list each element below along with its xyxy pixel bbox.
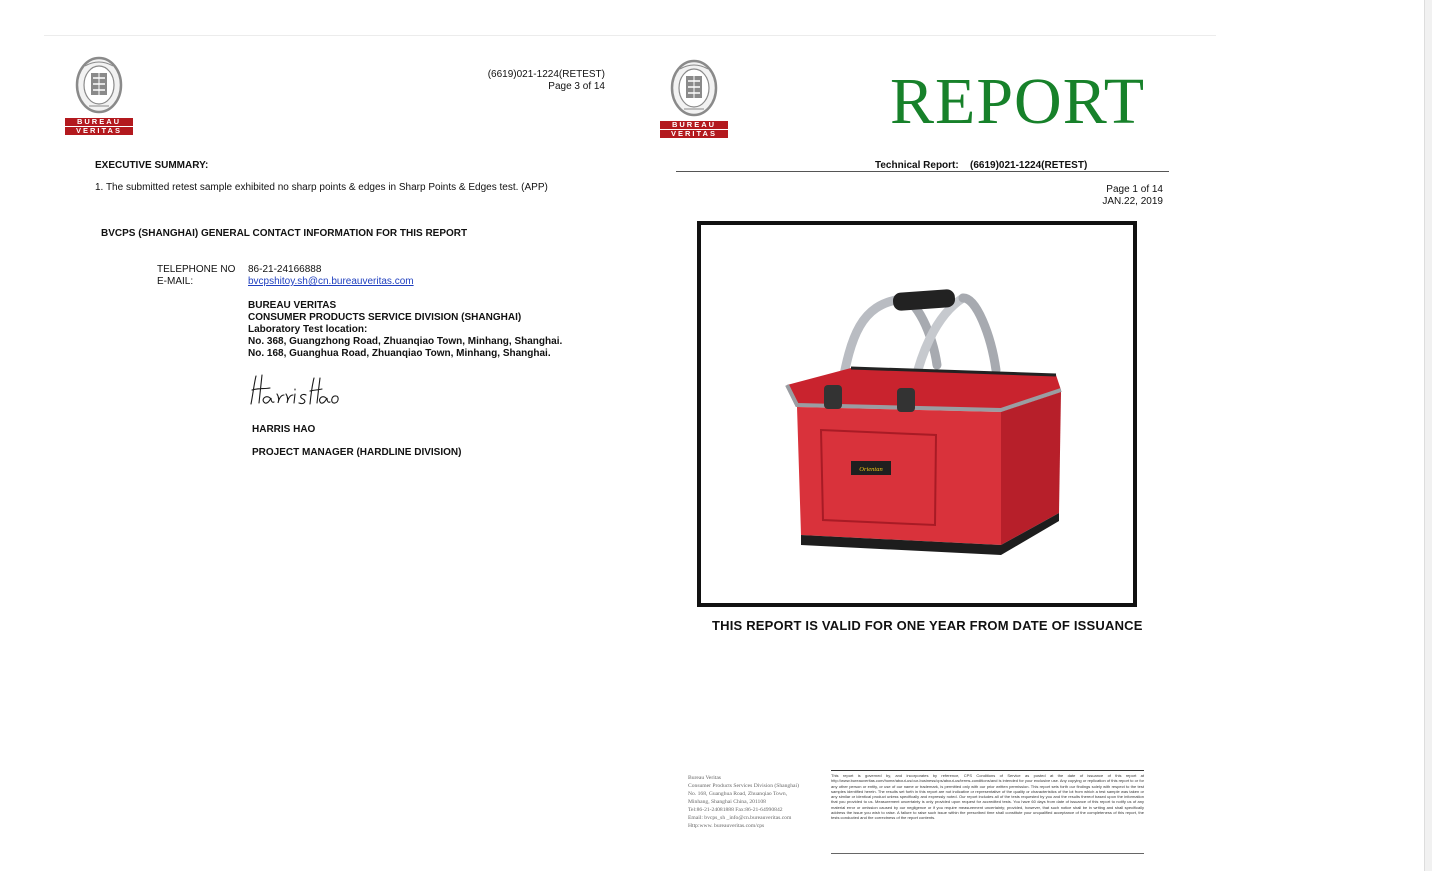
footer-address-line: Tel:86-21-24081888 Fax:86-21-64990842 (688, 807, 783, 813)
logo-band-bureau: BUREAU (65, 118, 133, 126)
logo-band-veritas: VERITAS (660, 130, 728, 138)
footer-address (688, 774, 833, 830)
signer-title: PROJECT MANAGER (HARDLINE DIVISION) (252, 447, 462, 458)
bureau-veritas-logo (65, 56, 135, 140)
footer-address-line: Bureau Veritas (688, 775, 721, 781)
signer-name: HARRIS HAO (252, 424, 316, 435)
email-label: E-MAIL: (157, 276, 194, 287)
bureau-veritas-seal-icon (75, 56, 123, 114)
bureau-veritas-logo (660, 59, 730, 143)
logo-band-veritas: VERITAS (65, 127, 133, 135)
telephone-label: TELEPHONE NO (157, 264, 236, 275)
terms-text: This report is governed by, and incorporates by reference, CPS Conditions of Service as posted at the date of issuance of this report at http://www.bureauveritas.com/home/about-us/our-business/cps/about-us/terms-conditions/and is intended for your exclusive use. Any copying or replication of this report to or for any other person or entity, or use of our name or trademark, is permitted only with our prior written permission. This report sets forth our findings solely with respect to the test samples identified herein. The results set forth in this report are not indicative or representative of the quality or characteristics of the lot from which a test sample was taken or any similar or identical product unless specifically and expressly noted. Our report includes all of the tests requested by you and the results thereof based upon the information that you provided to us. Measurement uncertainty is only provided upon request for accredited tests. You have 60 days from date of issuance of this report to notify us of any material error or omission caused by our negligence or if you require measurement uncertainty; provided, however, that such notice shall be in writing and shall specifically address the issue you wish to raise. A failure to raise such issue within the prescribed time shall constitute your unqualified acceptance of the completeness of this report, the tests conducted and the correctness of the report contents. (831, 773, 1144, 821)
viewer-right-scroll-edge (1424, 0, 1432, 871)
footer-address-line: Email: bvcps_sh _info@cn.bureauveritas.com (688, 815, 792, 821)
footer-address-line: Http:www. bureauveritas.com/cps (688, 823, 765, 829)
footer-address-line: Consumer Products Services Division (Shanghai) (688, 783, 799, 789)
org-line-3: Laboratory Test location: (248, 324, 368, 335)
footer-address-line: No. 168, Guanghua Road, Zhuanqiao Town, (688, 791, 788, 797)
handwritten-signature (248, 372, 340, 408)
org-line-4: No. 368, Guangzhong Road, Zhuanqiao Town, Minhang, Shanghai. (248, 336, 563, 347)
report-number: (6619)021-1224(RETEST) (487, 69, 605, 80)
technical-report-rule (676, 171, 1169, 172)
product-brand-tag: Orientan (859, 466, 883, 473)
page-number: Page 3 of 14 (548, 81, 605, 92)
email-link[interactable]: bvcpshitoy.sh@cn.bureauveritas.com (248, 276, 414, 287)
org-line-2: CONSUMER PRODUCTS SERVICE DIVISION (SHANGHAI) (248, 312, 522, 323)
product-photo-frame (697, 221, 1137, 607)
report-page-3 (44, 36, 630, 871)
org-line-5: No. 168, Guanghua Road, Zhuanqiao Town, Minhang, Shanghai. (248, 348, 551, 359)
bureau-veritas-seal-icon (670, 59, 718, 117)
terms-bottom-rule (831, 853, 1144, 854)
report-page-1 (632, 36, 1216, 871)
red-insulated-basket-photo (701, 225, 1133, 603)
footer-address-line: Minhang, Shanghai China, 201108 (688, 799, 766, 805)
technical-report-label: Technical Report: (875, 160, 959, 171)
executive-summary-heading: EXECUTIVE SUMMARY: (95, 160, 209, 171)
technical-report-number: (6619)021-1224(RETEST) (970, 160, 1088, 171)
telephone-value: 86-21-24166888 (248, 264, 322, 275)
page-number: Page 1 of 14 (1106, 184, 1163, 195)
contact-heading: BVCPS (SHANGHAI) GENERAL CONTACT INFORMATION FOR THIS REPORT (101, 228, 468, 239)
terms-of-service-block (831, 770, 1144, 857)
executive-summary-item: 1. The submitted retest sample exhibited no sharp points & edges in Sharp Points & Edges test. (APP) (95, 182, 548, 193)
org-line-1: BUREAU VERITAS (248, 300, 337, 311)
report-date: JAN.22, 2019 (1102, 196, 1163, 207)
report-title: REPORT (890, 65, 1146, 138)
logo-band-bureau: BUREAU (660, 121, 728, 129)
validity-notice: THIS REPORT IS VALID FOR ONE YEAR FROM DATE OF ISSUANCE (712, 618, 1143, 633)
